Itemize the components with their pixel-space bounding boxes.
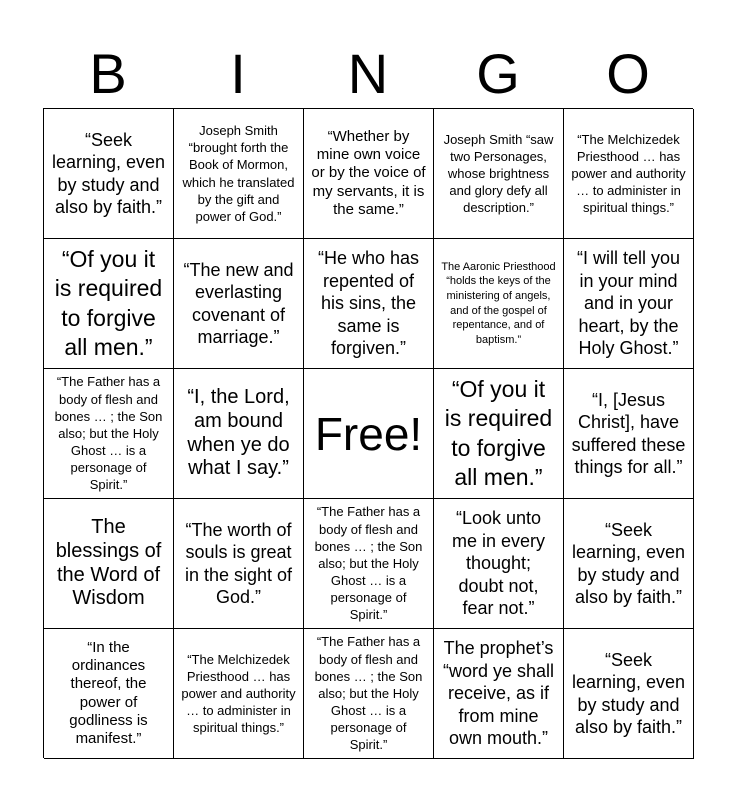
cell-text: Joseph Smith “brought forth the Book of Mormon, which he translated by the gift and power of God.” [182, 123, 295, 224]
cell-text: “I, the Lord, am bound when ye do what I say.” [187, 386, 290, 480]
header-letter-o: O [606, 42, 650, 105]
cell-text: “Seek learning, even by study and also by faith.” [571, 519, 686, 607]
header-letter-n: N [347, 42, 389, 105]
bingo-header [43, 40, 693, 108]
bingo-cell-r1c2[interactable] [174, 109, 304, 239]
bingo-board [43, 108, 693, 758]
bingo-cell-r2c1[interactable] [44, 239, 174, 369]
cell-text: “Seek learning, even by study and also by faith.” [571, 649, 686, 737]
cell-text: “He who has repented of his sins, the same is forgiven.” [317, 248, 420, 359]
cell-text: Joseph Smith “saw two Personages, whose brightness and glory defy all description.” [443, 131, 554, 216]
cell-text: “Of you it is required to forgive all men.” [444, 375, 553, 490]
cell-text: “The worth of souls is great in the sight of God.” [184, 519, 293, 607]
bingo-cell-r5c2[interactable] [174, 629, 304, 759]
cell-text: “In the ordinances thereof, the power of godliness is manifest.” [69, 638, 148, 748]
bingo-cell-r4c4[interactable] [434, 499, 564, 629]
bingo-cell-r4c1[interactable] [44, 499, 174, 629]
bingo-cell-r4c2[interactable] [174, 499, 304, 629]
bingo-cell-r5c1[interactable] [44, 629, 174, 759]
header-letter-b: B [89, 42, 127, 105]
bingo-cell-r2c5[interactable] [564, 239, 694, 369]
cell-text: “Look unto me in every thought; doubt not, fear not.” [451, 508, 546, 619]
cell-text: The prophet’s “word ye shall receive, as if from mine own mouth.” [442, 638, 555, 749]
cell-text: “Of you it is required to forgive all men.” [54, 245, 163, 360]
cell-text: “The Melchizedek Priesthood … has power and authority … to administer in spiritual things.” [571, 131, 686, 216]
bingo-cell-r1c4[interactable] [434, 109, 564, 239]
bingo-cell-r1c5[interactable] [564, 109, 694, 239]
bingo-cell-r2c2[interactable] [174, 239, 304, 369]
bingo-cell-r4c5[interactable] [564, 499, 694, 629]
bingo-cell-r2c3[interactable] [304, 239, 434, 369]
free-space-label: Free! [314, 407, 423, 460]
bingo-cell-r2c4[interactable] [434, 239, 564, 369]
cell-text: “The Father has a body of flesh and bones … ; the Son also; but the Holy Ghost … is a personage of Spirit.” [54, 374, 163, 493]
cell-text: “Seek learning, even by study and also by faith.” [51, 129, 166, 217]
cell-text: “The Melchizedek Priesthood … has power and authority … to administer in spiritual things.” [181, 651, 296, 736]
bingo-cell-r3c2[interactable] [174, 369, 304, 499]
bingo-cell-r1c1[interactable] [44, 109, 174, 239]
cell-text: “The Father has a body of flesh and bones … ; the Son also; but the Holy Ghost … is a personage of Spirit.” [314, 634, 423, 753]
cell-text: “Whether by mine own voice or by the voice of my servants, it is the same.” [311, 127, 426, 218]
cell-text: “The new and everlasting covenant of marriage.” [183, 259, 294, 347]
bingo-cell-r5c5[interactable] [564, 629, 694, 759]
bingo-cell-r5c3[interactable] [304, 629, 434, 759]
free-space-cell[interactable] [304, 369, 434, 499]
cell-text: “I will tell you in your mind and in your heart, by the Holy Ghost.” [576, 248, 681, 359]
bingo-cell-r3c4[interactable] [434, 369, 564, 499]
header-letter-i: I [230, 42, 246, 105]
bingo-cell-r3c5[interactable] [564, 369, 694, 499]
bingo-cell-r4c3[interactable] [304, 499, 434, 629]
cell-text: The Aaronic Priesthood “holds the keys of the ministering of angels, and of the gospel of repentance, and of baptism.” [441, 260, 556, 346]
cell-text: “I, [Jesus Christ], have suffered these things for all.” [571, 389, 686, 477]
cell-text: “The Father has a body of flesh and bones … ; the Son also; but the Holy Ghost … is a personage of Spirit.” [314, 504, 423, 623]
bingo-cell-r5c4[interactable] [434, 629, 564, 759]
cell-text: The blessings of the Word of Wisdom [55, 516, 162, 610]
bingo-cell-r3c1[interactable] [44, 369, 174, 499]
header-letter-g: G [476, 42, 520, 105]
bingo-cell-r1c3[interactable] [304, 109, 434, 239]
